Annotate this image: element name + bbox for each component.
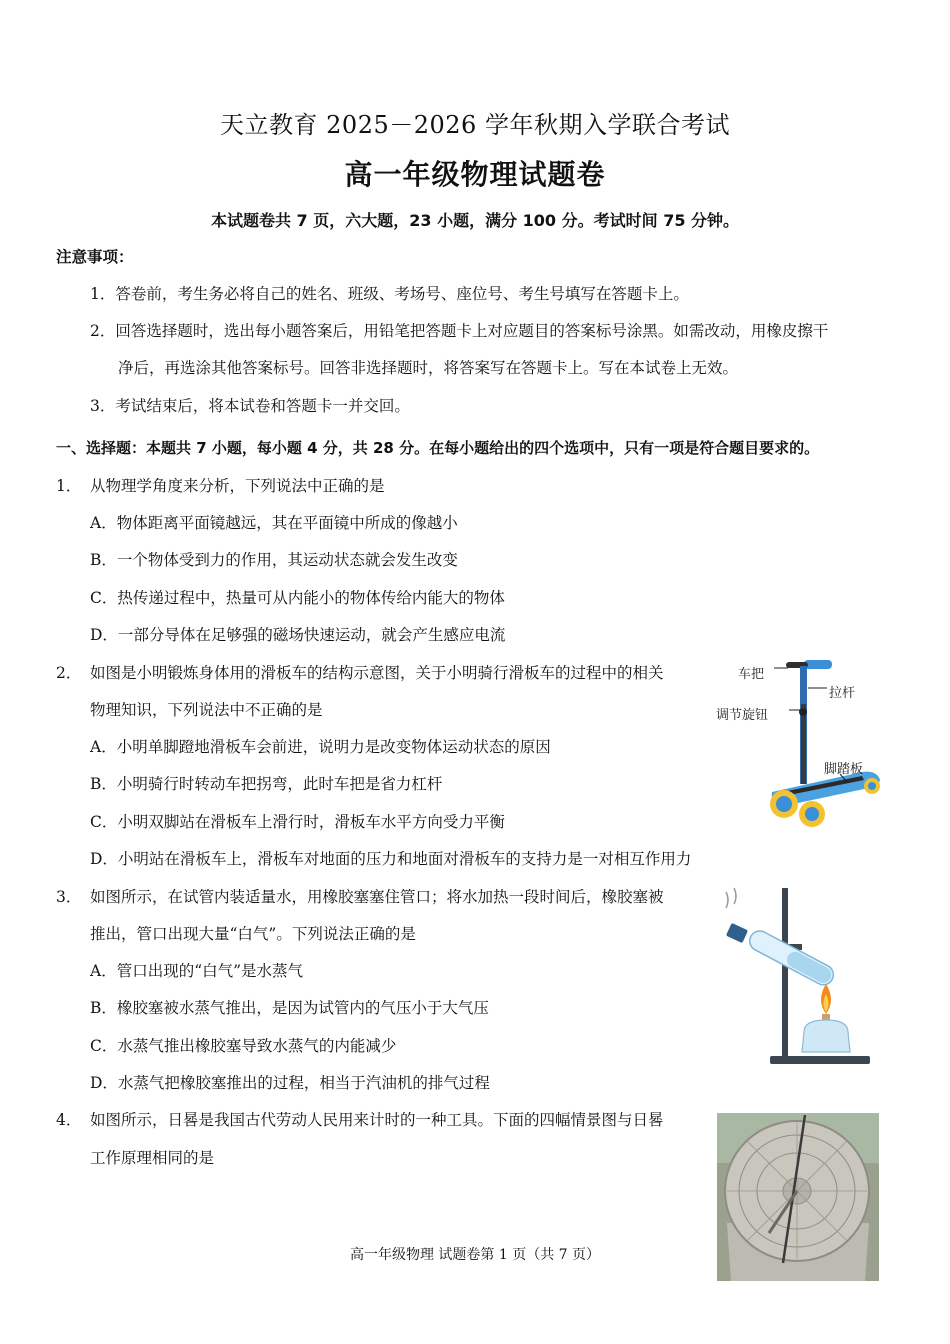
test-tube-illustration [718, 886, 878, 1070]
scooter-figure [712, 654, 887, 834]
option-c: C．小明双脚站在滑板车上滑行时，滑板车水平方向受力平衡 [90, 813, 505, 831]
option-d: D．小明站在滑板车上，滑板车对地面的压力和地面对滑板车的支持力是一对相互作用力 [90, 850, 692, 868]
option-a: A．管口出现的“白气”是水蒸气 [90, 962, 304, 980]
notice-item-2: 2．回答选择题时，选出每小题答案后，用铅笔把答题卡上对应题目的答案标号涂黑。如需改动，用橡皮擦干 [90, 322, 829, 340]
option-c: C．热传递过程中，热量可从内能小的物体传给内能大的物体 [90, 589, 505, 607]
question-stem: 如图所示，日晷是我国古代劳动人民用来计时的一种工具。下面的四幅情景图与日晷 [90, 1111, 664, 1129]
page-footer: 高一年级物理 试题卷第 1 页（共 7 页） [349, 1247, 601, 1263]
paper-info: 本试题卷共 7 页，六大题，23 小题，满分 100 分。考试时间 75 分钟。 [210, 211, 740, 230]
paper-title: 高一年级物理试题卷 [344, 158, 606, 191]
notice-item-2-cont: 净后，再选涂其他答案标号。回答非选择题时，将答案写在答题卡上。写在本试卷上无效。 [118, 359, 739, 377]
option-a: A．物体距离平面镜越远，其在平面镜中所成的像越小 [90, 514, 458, 532]
question-stem-cont: 推出，管口出现大量“白气”。下列说法正确的是 [90, 925, 416, 943]
option-d: D．一部分导体在足够强的磁场快速运动，就会产生感应电流 [90, 626, 506, 644]
option-d: D．水蒸气把橡胶塞推出的过程，相当于汽油机的排气过程 [90, 1074, 490, 1092]
notice-heading: 注意事项： [56, 248, 134, 266]
question-number: 2． [56, 664, 82, 682]
question-stem: 如图是小明锻炼身体用的滑板车的结构示意图，关于小明骑行滑板车的过程中的相关 [90, 664, 664, 682]
option-b: B．小明骑行时转动车把拐弯，此时车把是省力杠杆 [90, 775, 443, 793]
question-stem-cont: 工作原理相同的是 [90, 1149, 215, 1167]
label-handlebar: 车把 [738, 667, 765, 682]
question-stem: 如图所示，在试管内装适量水，用橡胶塞塞住管口；将水加热一段时间后，橡胶塞被 [90, 888, 664, 906]
label-adjust-knob: 调节旋钮 [716, 708, 769, 723]
question-number: 1． [56, 477, 82, 495]
notice-item-1: 1．答卷前，考生务必将自己的姓名、班级、考场号、座位号、考生号填写在答题卡上。 [90, 285, 689, 303]
section-heading: 一、选择题：本题共 7 小题，每小题 4 分，共 28 分。在每小题给出的四个选项中，只有一项是符合题目要求的。 [56, 439, 820, 457]
option-b: B．一个物体受到力的作用，其运动状态就会发生改变 [90, 551, 458, 569]
option-b: B．橡胶塞被水蒸气推出，是因为试管内的气压小于大气压 [90, 999, 489, 1017]
option-c: C．水蒸气推出橡胶塞导致水蒸气的内能减少 [90, 1037, 397, 1055]
label-pull-rod: 拉杆 [829, 686, 856, 701]
question-number: 3． [56, 888, 82, 906]
question-stem: 从物理学角度来分析，下列说法中正确的是 [90, 477, 385, 495]
label-footboard: 脚踏板 [824, 762, 864, 777]
test-tube-figure [718, 886, 878, 1070]
exam-title: 天立教育 2025－2026 学年秋期入学联合考试 [220, 111, 730, 139]
option-a: A．小明单脚蹬地滑板车会前进，说明力是改变物体运动状态的原因 [90, 738, 551, 756]
notice-item-3: 3．考试结束后，将本试卷和答题卡一并交回。 [90, 397, 410, 415]
question-number: 4． [56, 1111, 82, 1129]
question-stem-cont: 物理知识，下列说法中不正确的是 [90, 701, 323, 719]
